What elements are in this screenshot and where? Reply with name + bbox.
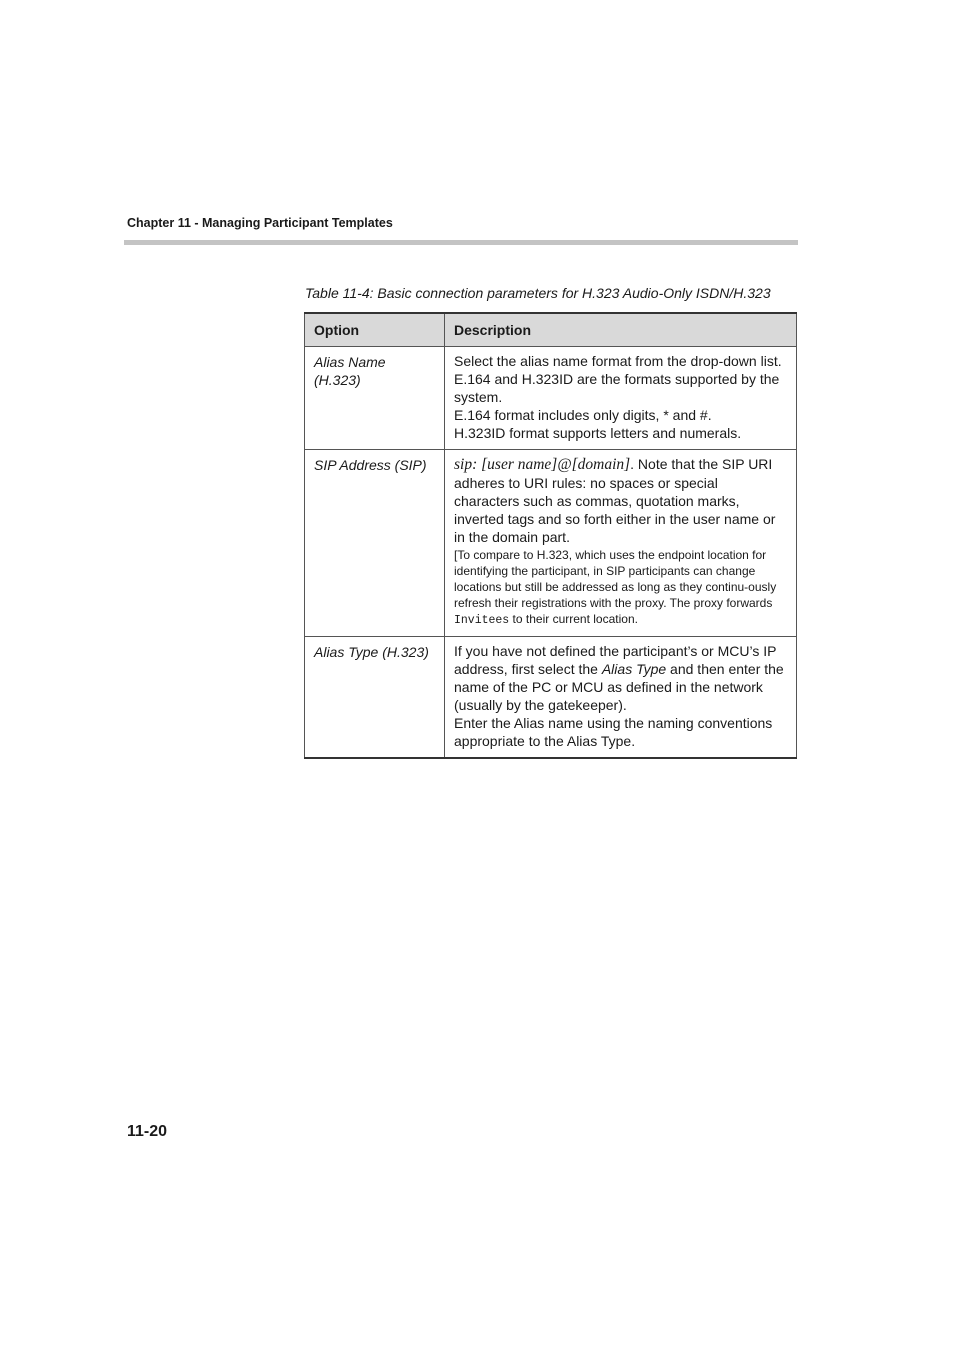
code-invitees: Invitees <box>454 614 510 627</box>
alias-type-emphasis: Alias Type <box>601 661 667 677</box>
description-line: Select the alias name format from the drop-down list. <box>454 353 782 369</box>
table-row <box>305 347 797 450</box>
description-line: E.164 format includes only digits, * and #. <box>454 407 712 423</box>
table-row <box>305 637 797 759</box>
description-text: and then enter the name of the PC or MCU as defined in the network (usually by the gatekeeper). <box>454 661 784 713</box>
chapter-header: Chapter 11 - Managing Participant Templates <box>127 216 393 230</box>
description-paragraph: Enter the Alias name using the naming conventions appropriate to the Alias Type. <box>454 715 773 749</box>
option-cell: Alias Type (H.323) <box>305 637 445 759</box>
page-number: 11-20 <box>127 1123 168 1140</box>
description-cell <box>445 347 797 450</box>
table-caption: Table 11-4: Basic connection parameters for H.323 Audio-Only ISDN/H.323 <box>305 285 771 301</box>
table-header-row <box>305 313 797 347</box>
option-cell: Alias Name (H.323) <box>305 347 445 450</box>
description-line: H.323ID format supports letters and numerals. <box>454 425 742 441</box>
sip-format: sip: [user name]@[domain] <box>454 456 631 473</box>
description-cell <box>445 450 797 637</box>
option-cell: SIP Address (SIP) <box>305 450 445 637</box>
description-text: . Note that the SIP URI adheres to URI rules: no spaces or special characters such as commas, quotation marks, inverted tags and so forth either in the user name or in the domain part. <box>454 456 776 545</box>
comparison-note <box>454 547 787 629</box>
note-text: to their current location. <box>509 612 638 626</box>
description-paragraph <box>454 455 787 546</box>
connection-parameters-table <box>304 312 797 759</box>
header-divider <box>124 240 798 245</box>
note-text: [To compare to H.323, which uses the endpoint location for identifying the participant, in SIP participants can change locations but still be addressed as long as they continu-ously refresh their registrations with the proxy. The proxy forwards <box>454 548 777 610</box>
description-paragraph <box>454 642 787 714</box>
description-text: If you have not defined the participant’s or MCU’s IP address, first select the <box>454 643 777 677</box>
table-row <box>305 450 797 637</box>
description-cell <box>445 637 797 759</box>
column-header-description: Description <box>445 313 797 347</box>
description-line: E.164 and H.323ID are the formats supported by the system. <box>454 371 780 405</box>
column-header-option: Option <box>305 313 445 347</box>
